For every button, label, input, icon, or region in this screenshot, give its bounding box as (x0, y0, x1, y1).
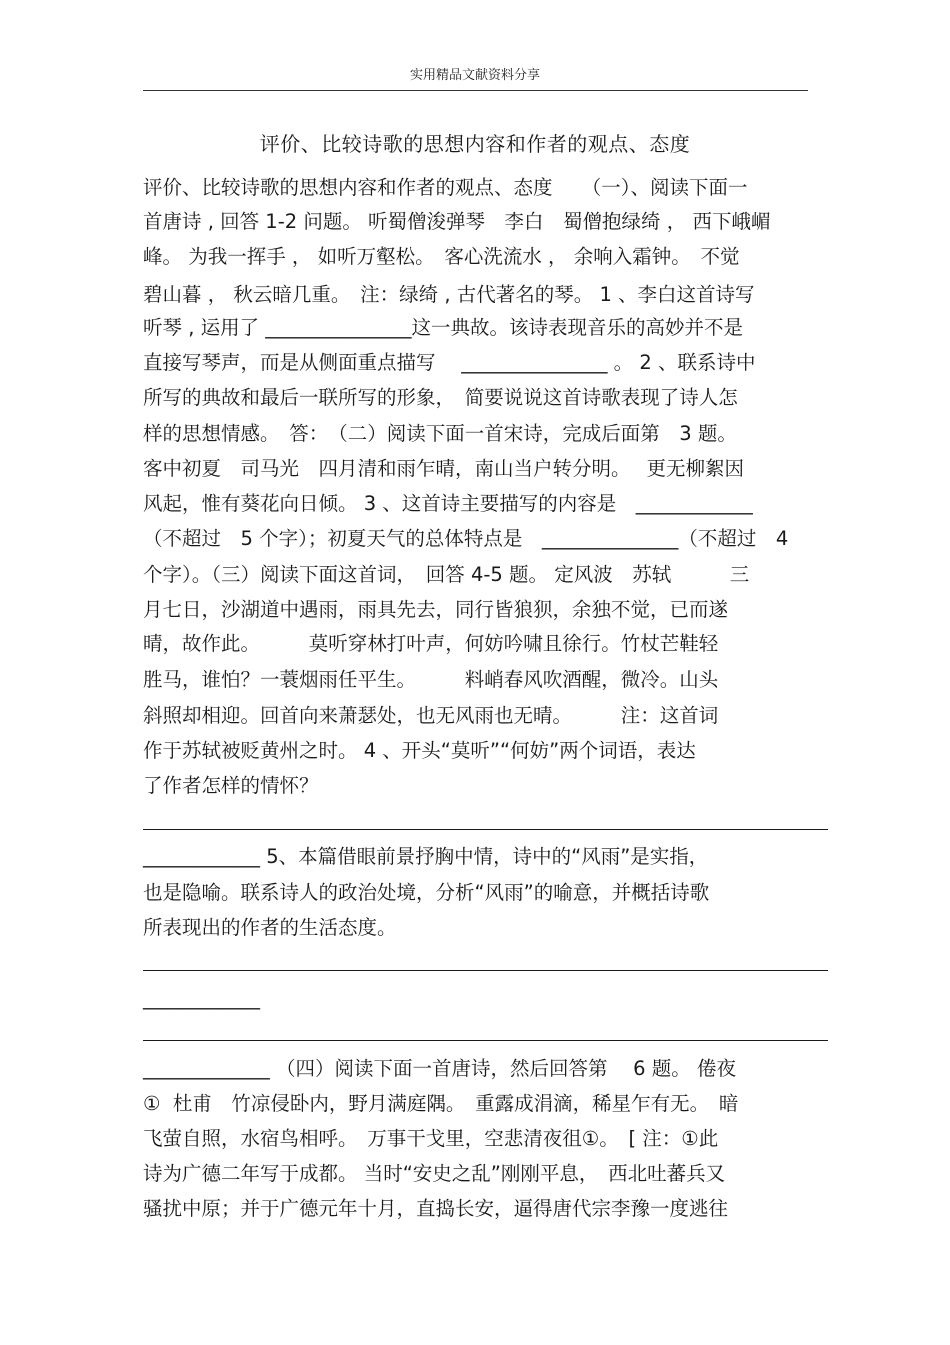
text-line: 样的思想情感。 答： （二）阅读下面一首宋诗，完成后面第 3 题。 (143, 422, 737, 445)
text-line: 月七日，沙湖道中遇雨，雨具先去，同行皆狼狈，余独不觉，已而遂 (143, 598, 729, 621)
text-line: 直接写琴声，而是从侧面重点描写 _______________ 。 2 、联系诗中 (143, 351, 756, 374)
answer-line (143, 829, 828, 830)
text-line: 听琴 , 运用了 _______________这一典故。该诗表现音乐的高妙并不是 (143, 316, 744, 339)
text-line: 碧山暮 ， 秋云暗几重。 注：绿绮 , 古代著名的琴。 1 、李白这首诗写 (143, 283, 755, 306)
text-line: 客中初夏 司马光 四月清和雨乍晴，南山当户转分明。 更无柳絮因 (143, 457, 744, 480)
text-line: 了作者怎样的情怀？ (143, 774, 319, 797)
answer-line (143, 970, 828, 971)
text-line: 评价、比较诗歌的思想内容和作者的观点、态度 （一）、阅读下面一 (143, 176, 748, 199)
text-line: 所写的典故和最后一联所写的形象， 简要说说这首诗歌表现了诗人怎 (143, 386, 738, 409)
text-line: 诗为广德二年写于成都。 当时“安史之乱”刚刚平息， 西北吐蕃兵又 (143, 1162, 726, 1185)
text-line: 也是隐喻。联系诗人的政治处境，分析“风雨”的喻意，并概括诗歌 (143, 881, 710, 904)
text-line: _____________ （四）阅读下面一首唐诗，然后回答第 6 题。 倦夜 (143, 1057, 736, 1080)
text-line: 作于苏轼被贬黄州之时。 4 、开头“莫听”“何妨”两个词语，表达 (143, 739, 696, 762)
text-line: 所表现出的作者的生活态度。 (143, 916, 397, 939)
text-line: ____________ 5、本篇借眼前景抒胸中情，诗中的“风雨”是实指， (143, 845, 709, 868)
text-line: 飞萤自照，水宿鸟相呼。 万事干戈里，空悲清夜徂①。 [ 注：①此 (143, 1127, 719, 1150)
text-line: 胜马，谁怕？一蓑烟雨任平生。 料峭春风吹酒醒，微冷。山头 (143, 668, 719, 691)
text-line: ____________ (143, 987, 260, 1010)
text-line: ① 杜甫 竹凉侵卧内，野月满庭隅。 重露成涓滴，稀星乍有无。 暗 (143, 1092, 739, 1115)
header-divider (143, 90, 808, 91)
text-line: 晴，故作此。 莫听穿林打叶声，何妨吟啸且徐行。竹杖芒鞋轻 (143, 632, 719, 655)
document-title: 评价、比较诗歌的思想内容和作者的观点、态度 (259, 132, 691, 156)
text-line: 斜照却相迎。回首向来萧瑟处，也无风雨也无晴。 注：这首词 (143, 704, 719, 727)
text-line: 个字）。（三）阅读下面这首词， 回答 4-5 题。 定风波 苏轼 三 (143, 563, 750, 586)
text-line: （不超过 5 个字）；初夏天气的总体特点是 ______________（不超过 4 (143, 527, 789, 550)
text-line: 首唐诗 , 回答 1-2 问题。 听蜀僧浚弹琴 李白 蜀僧抱绿绮 ， 西下峨嵋 (143, 210, 771, 233)
text-line: 风起，惟有葵花向日倾。 3 、这首诗主要描写的内容是 ____________ (143, 492, 753, 515)
text-line: 峰。 为我一挥手 ， 如听万壑松。 客心洗流水 ， 余响入霜钟。 不觉 (143, 245, 740, 268)
page-header: 实用精品文献资料分享 (409, 68, 540, 83)
text-line: 骚扰中原；并于广德元年十月，直捣长安，逼得唐代宗李豫一度逃往 (143, 1197, 729, 1220)
answer-line (143, 1040, 828, 1041)
